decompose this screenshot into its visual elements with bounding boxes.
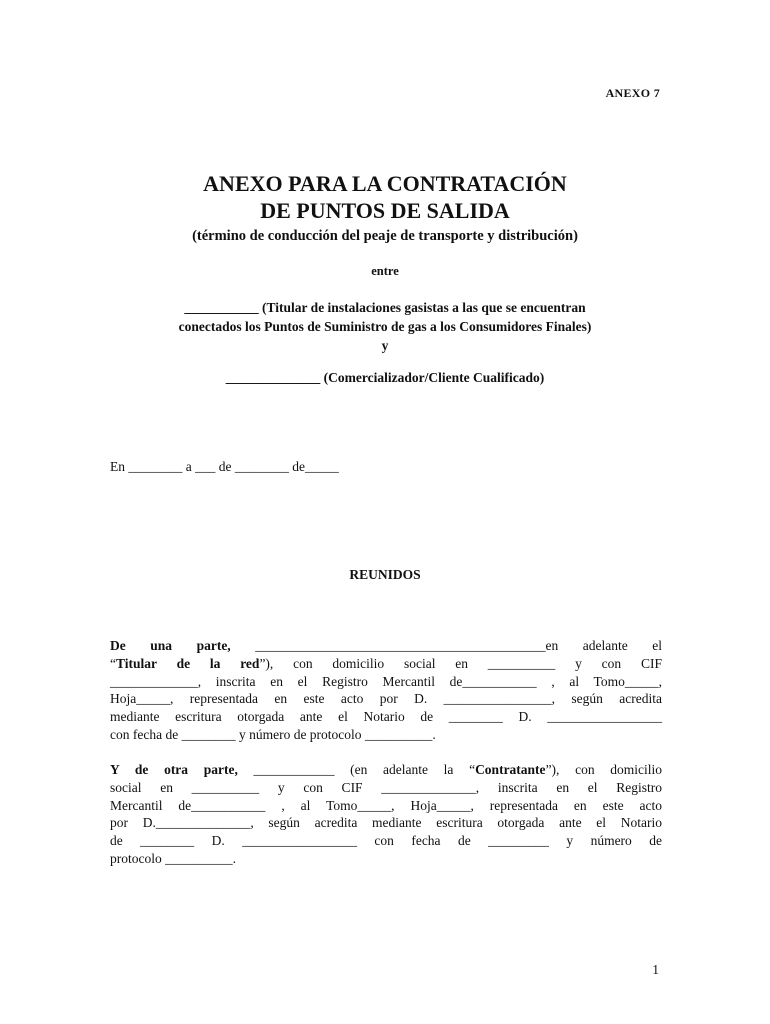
place-date-line: En ________ a ___ de ________ de_____ [110,459,339,474]
paragraph-1-role: Titular de la red [116,655,260,671]
paragraph-2-line-1-tail: ”), con domicilio [545,762,662,777]
paragraph-2-line-6: protocolo __________. [110,850,236,866]
paragraph-second-party [110,761,662,868]
annex-label: ANEXO 7 [605,86,660,100]
party-1-block [0,298,770,355]
paragraph-2-line-3: Mercantil de___________ , al Tomo_____, Hoja_____, representada en este acto [110,797,662,813]
page-number: 1 [652,962,659,977]
party-1-line-2: conectados los Puntos de Suministro de gas a los Consumidores Finales) [178,319,592,334]
paragraph-2-line-1-text: ____________ (en adelante la “ [237,762,476,777]
paragraph-1-line-5: mediante escritura otorgada ante el Notario de ________ D. _________________ [110,709,662,725]
paragraph-1-line-1-text: ___________________________________________en adelante el [230,638,662,653]
section-heading-reunidos: REUNIDOS [349,567,421,582]
paragraph-1-line-3: _____________, inscrita en el Registro Mercantil de___________ , al Tomo_____, [110,673,662,689]
between-label: entre [371,264,399,278]
title-line-1: ANEXO PARA LA CONTRATACIÓN [203,171,567,196]
paragraph-2-line-4: por D.______________, según acredita mediante escritura otorgada ante el Notario [110,815,662,831]
party-2-line: ______________ (Comercializador/Cliente Cualificado) [225,370,545,385]
paragraph-first-party [110,637,662,744]
paragraph-1-line-1 [110,637,662,655]
paragraph-1-line-4: Hoja_____, representada en este acto por D. ________________, según acredita [110,691,662,707]
paragraph-1-line-6: con fecha de ________ y número de protocolo __________. [110,726,436,742]
paragraph-2-line-5: de ________ D. _________________ con fecha de _________ y número de [110,833,662,849]
party-1-line-1: ___________ (Titular de instalaciones gasistas a las que se encuentran [184,300,586,315]
title-line-2: DE PUNTOS DE SALIDA [260,198,510,223]
paragraph-2-role: Contratante [475,762,546,777]
paragraph-2-lead: Y de otra parte, [110,762,238,777]
document-title [0,170,770,245]
document-subtitle: (término de conducción del peaje de transporte y distribución) [192,228,578,244]
paragraph-1-line-2-text: ”), con domicilio social en __________ y con CIF [259,655,662,671]
paragraph-1-lead: De una parte, [110,638,231,653]
paragraph-1-open-quote: “ [110,655,116,671]
party-connector: y [381,338,389,353]
paragraph-2-line-1 [110,761,662,779]
paragraph-1-line-2 [110,655,662,673]
paragraph-2-line-2: social en __________ y con CIF ______________, inscrita en el Registro [110,779,662,795]
